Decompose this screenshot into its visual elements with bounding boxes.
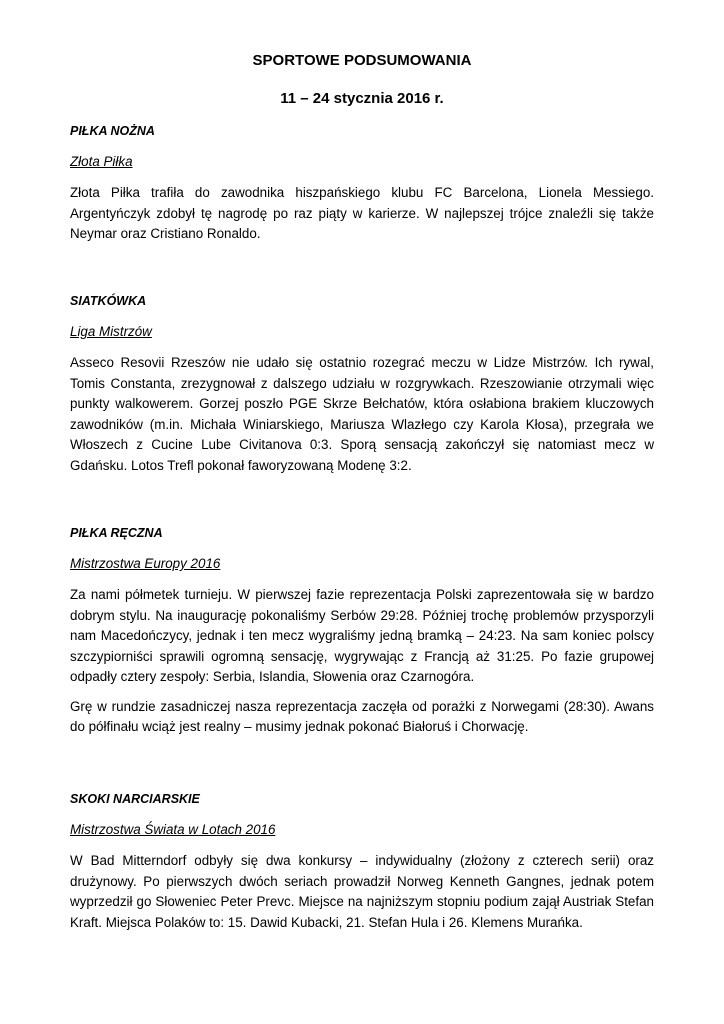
section-paragraph: Grę w rundzie zasadniczej nasza reprezentacja zaczęła od porażki z Norwegami (28:30). Awans do półfinału wciąż jest realny – musimy jednak pokonać Białoruś i Chorwację.	[70, 698, 654, 734]
section-paragraph: Za nami półmetek turnieju. W pierwszej fazie reprezentacja Polski zaprezentowała się w bardzo dobrym stylu. Na inaugurację pokonaliśmy Serbów 29:28. Później trochę problemów przysporzyli nam Macedończycy, jednak i ten mecz wygraliśmy jedną bramką – 24:23. Na sam koniec polscy szczypiorniści sprawili ogromną sensację, wygrywając z Francją aż 31:25. Po fazie grupowej odpadły cztery zespoły: Serbia, Islandia, Słowenia oraz Czarnogóra.	[70, 587, 654, 684]
section-heading: PIŁKA RĘCZNA	[70, 526, 163, 540]
section-heading: PIŁKA NOŻNA	[70, 124, 155, 138]
section-subheading: Liga Mistrzów	[70, 324, 152, 339]
document-date: 11 – 24 stycznia 2016 r.	[280, 90, 444, 107]
section-paragraph: Asseco Resovii Rzeszów nie udało się ostatnio rozegrać meczu w Lidze Mistrzów. Ich rywal, Tomis Constanta, zrezygnował z dalszego udziału w rozgrywkach. Rzeszowianie otrzymali więc punkty walkowerem. Gorzej poszło PGE Skrze Bełchatów, która osłabiona brakiem kluczowych zawodników (m.in. Michała Winiarskiego, Mariusza Wlazłego czy Karola Kłosa), przegrała we Włoszech z Cucine Lube Civitanova 0:3. Sporą sensacją zakończył się natomiast mecz w Gdańsku. Lotos Trefl pokonał faworyzowaną Modenę 3:2.	[70, 355, 654, 473]
section-subheading: Mistrzostwa Świata w Lotach 2016	[70, 822, 276, 837]
section-pilka-nozna	[70, 124, 654, 245]
section-heading: SKOKI NARCIARSKIE	[70, 792, 200, 806]
section-subheading: Złota Piłka	[70, 154, 133, 169]
section-subheading: Mistrzostwa Europy 2016	[70, 556, 221, 571]
section-siatkowka	[70, 294, 654, 476]
section-pilka-reczna	[70, 526, 654, 738]
section-paragraph: Złota Piłka trafiła do zawodnika hiszpańskiego klubu FC Barcelona, Lionela Messiego. Argentyńczyk zdobył tę nagrodę po raz piąty w karierze. W najlepszej trójce znaleźli się także Neymar oraz Cristiano Ronaldo.	[70, 185, 654, 241]
document-title: SPORTOWE PODSUMOWANIA	[252, 52, 472, 69]
section-paragraph: W Bad Mitterndorf odbyły się dwa konkursy – indywidualny (złożony z czterech serii) oraz drużynowy. Po pierwszych dwóch seriach prowadził Norweg Kenneth Gangnes, jednak potem wyprzedził go Słoweniec Peter Prevc. Miejsce na najniższym stopniu podium zajął Austriak Stefan Kraft. Miejsca Polaków to: 15. Dawid Kubacki, 21. Stefan Hula i 26. Klemens Murańka.	[70, 853, 654, 930]
section-heading: SIATKÓWKA	[70, 294, 147, 308]
section-skoki-narciarskie	[70, 792, 654, 933]
